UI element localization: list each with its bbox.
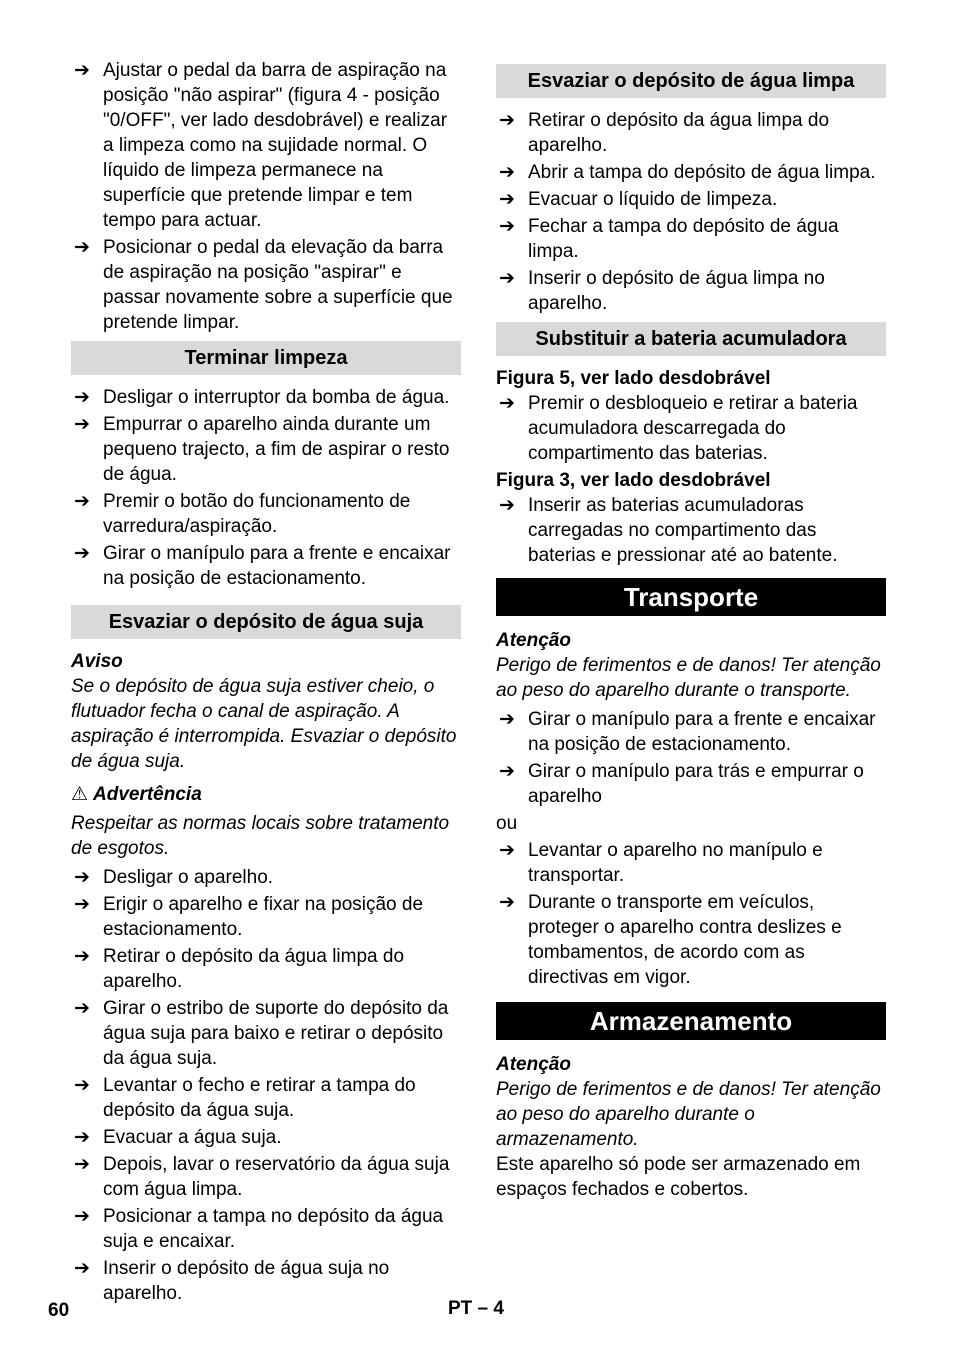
- esvaziar-suja-steps: [71, 865, 461, 1306]
- step-item: [496, 214, 886, 264]
- arrow-right-icon: ➔: [499, 892, 515, 913]
- step-text: Erigir o aparelho e fixar na posição de estacionamento.: [103, 894, 424, 940]
- arrow-right-icon: ➔: [499, 216, 515, 237]
- step-item: [71, 541, 461, 591]
- advertencia-title: Advertência: [93, 784, 202, 805]
- arrow-right-icon: ➔: [74, 491, 90, 512]
- step-text: Inserir o depósito de água limpa no aparelho.: [528, 268, 825, 314]
- section-title-terminar: Terminar limpeza: [71, 341, 461, 375]
- section-title-esvaziar-limpa: Esvaziar o depósito de água limpa: [496, 64, 886, 98]
- step-text: Posicionar a tampa no depósito da água suja e encaixar.: [103, 1206, 444, 1252]
- transporte-atencao-text: Perigo de ferimentos e de danos! Ter atenção ao peso do aparelho durante o transporte.: [496, 655, 881, 701]
- arrow-right-icon: ➔: [74, 894, 90, 915]
- arrow-right-icon: ➔: [499, 268, 515, 289]
- esvaziar-limpa-steps: [496, 108, 886, 316]
- arrow-right-icon: ➔: [74, 387, 90, 408]
- arrow-right-icon: ➔: [74, 1258, 90, 1279]
- transporte-steps-a: [496, 707, 886, 809]
- step-item: [71, 1152, 461, 1202]
- figura-3-ref: Figura 3, ver lado desdobrável: [496, 470, 771, 491]
- arrow-right-icon: ➔: [74, 1127, 90, 1148]
- step-text: Levantar o fecho e retirar a tampa do depósito da água suja.: [103, 1075, 416, 1121]
- step-item: [496, 391, 886, 466]
- arrow-right-icon: ➔: [74, 998, 90, 1019]
- armazenamento-text: Este aparelho só pode ser armazenado em espaços fechados e cobertos.: [496, 1154, 861, 1200]
- step-text: Girar o manípulo para a frente e encaixar na posição de estacionamento.: [528, 709, 876, 755]
- arrow-right-icon: ➔: [74, 237, 90, 258]
- armazenamento-atencao-title: Atenção: [496, 1054, 571, 1075]
- step-item: [71, 1125, 461, 1150]
- step-text: Evacuar o líquido de limpeza.: [528, 189, 778, 210]
- arrow-right-icon: ➔: [499, 761, 515, 782]
- step-text: Inserir as baterias acumuladoras carregadas no compartimento das baterias e pressionar até ao batente.: [528, 495, 838, 566]
- section-title-bateria: Substituir a bateria acumuladora: [496, 322, 886, 356]
- step-item: [71, 996, 461, 1071]
- step-item: [496, 160, 886, 185]
- step-item: [496, 266, 886, 316]
- arrow-right-icon: ➔: [74, 1206, 90, 1227]
- step-text: Premir o desbloqueio e retirar a bateria acumuladora descarregada do compartimento das baterias.: [528, 393, 858, 464]
- step-item: [71, 58, 461, 233]
- arrow-right-icon: ➔: [74, 946, 90, 967]
- step-item: [71, 385, 461, 410]
- arrow-right-icon: ➔: [499, 709, 515, 730]
- arrow-right-icon: ➔: [499, 495, 515, 516]
- intro-steps: [71, 58, 461, 335]
- step-item: [496, 759, 886, 809]
- advertencia-text: Respeitar as normas locais sobre tratamento de esgotos.: [71, 813, 450, 859]
- arrow-right-icon: ➔: [74, 1154, 90, 1175]
- step-text: Evacuar a água suja.: [103, 1127, 282, 1148]
- step-text: Retirar o depósito da água limpa do aparelho.: [103, 946, 405, 992]
- advertencia-heading: [71, 782, 461, 807]
- fig5-steps: [496, 391, 886, 466]
- arrow-right-icon: ➔: [74, 60, 90, 81]
- arrow-right-icon: ➔: [499, 840, 515, 861]
- left-column: [71, 58, 461, 1308]
- aviso-text: Se o depósito de água suja estiver cheio, o flutuador fecha o canal de aspiração. A aspiração é interrompida. Esvaziar o depósito de água suja.: [71, 676, 457, 772]
- step-text: Inserir o depósito de água suja no aparelho.: [103, 1258, 390, 1304]
- page-number: 60: [48, 1300, 70, 1321]
- transporte-steps-b: [496, 838, 886, 990]
- step-text: Levantar o aparelho no manípulo e transportar.: [528, 840, 823, 886]
- step-text: Empurrar o aparelho ainda durante um pequeno trajecto, a fim de aspirar o resto de água.: [103, 414, 450, 485]
- step-item: [71, 1073, 461, 1123]
- arrow-right-icon: ➔: [74, 1075, 90, 1096]
- fig3-steps: [496, 493, 886, 568]
- step-text: Depois, lavar o reservatório da água suja com água limpa.: [103, 1154, 450, 1200]
- step-item: [496, 890, 886, 990]
- step-text: Desligar o aparelho.: [103, 867, 274, 888]
- step-item: [496, 493, 886, 568]
- armazenamento-atencao-text: Perigo de ferimentos e de danos! Ter atenção ao peso do aparelho durante o armazenamento.: [496, 1079, 881, 1150]
- section-title-transporte: Transporte: [496, 578, 886, 616]
- step-text: Premir o botão do funcionamento de varredura/aspiração.: [103, 491, 411, 537]
- section-indicator: PT – 4: [448, 1298, 504, 1319]
- step-item: [71, 1204, 461, 1254]
- step-text: Fechar a tampa do depósito de água limpa.: [528, 216, 839, 262]
- step-text: Durante o transporte em veículos, proteger o aparelho contra deslizes e tombamentos, de acordo com as directivas em vigor.: [528, 892, 842, 988]
- aviso-title: Aviso: [71, 651, 123, 672]
- section-title-armazenamento: Armazenamento: [496, 1002, 886, 1040]
- step-item: [71, 489, 461, 539]
- step-item: [71, 944, 461, 994]
- step-text: Girar o estribo de suporte do depósito da água suja para baixo e retirar o depósito da água suja.: [103, 998, 449, 1069]
- step-text: Desligar o interruptor da bomba de água.: [103, 387, 450, 408]
- arrow-right-icon: ➔: [499, 162, 515, 183]
- step-item: [71, 1256, 461, 1306]
- arrow-right-icon: ➔: [499, 393, 515, 414]
- arrow-right-icon: ➔: [499, 189, 515, 210]
- arrow-right-icon: ➔: [499, 110, 515, 131]
- step-text: Girar o manípulo para a frente e encaixar na posição de estacionamento.: [103, 543, 451, 589]
- step-item: [496, 108, 886, 158]
- warning-icon: ⚠: [71, 784, 89, 805]
- arrow-right-icon: ➔: [74, 867, 90, 888]
- step-item: [496, 707, 886, 757]
- section-title-esvaziar-suja: Esvaziar o depósito de água suja: [71, 605, 461, 639]
- step-text: Posicionar o pedal da elevação da barra de aspiração na posição "aspirar" e passar novamente sobre a superfície que pretende limpar.: [103, 237, 453, 333]
- transporte-atencao-title: Atenção: [496, 630, 571, 651]
- step-item: [71, 892, 461, 942]
- right-column: [496, 58, 886, 1204]
- step-text: Ajustar o pedal da barra de aspiração na posição "não aspirar" (figura 4 - posição "0/OFF", ver lado desdobrável) e realizar a limpeza como na sujidade normal. O líquido de limpeza permanece na superfície que pretende limpar e tem tempo para actuar.: [103, 60, 448, 231]
- step-text: Girar o manípulo para trás e empurrar o aparelho: [528, 761, 864, 807]
- step-text: Abrir a tampa do depósito de água limpa.: [528, 162, 876, 183]
- step-item: [496, 187, 886, 212]
- step-item: [71, 412, 461, 487]
- step-text: Retirar o depósito da água limpa do aparelho.: [528, 110, 830, 156]
- arrow-right-icon: ➔: [74, 414, 90, 435]
- or-text: ou: [496, 813, 518, 834]
- figura-5-ref: Figura 5, ver lado desdobrável: [496, 368, 771, 389]
- step-item: [71, 865, 461, 890]
- step-item: [496, 838, 886, 888]
- arrow-right-icon: ➔: [74, 543, 90, 564]
- terminar-steps: [71, 385, 461, 591]
- step-item: [71, 235, 461, 335]
